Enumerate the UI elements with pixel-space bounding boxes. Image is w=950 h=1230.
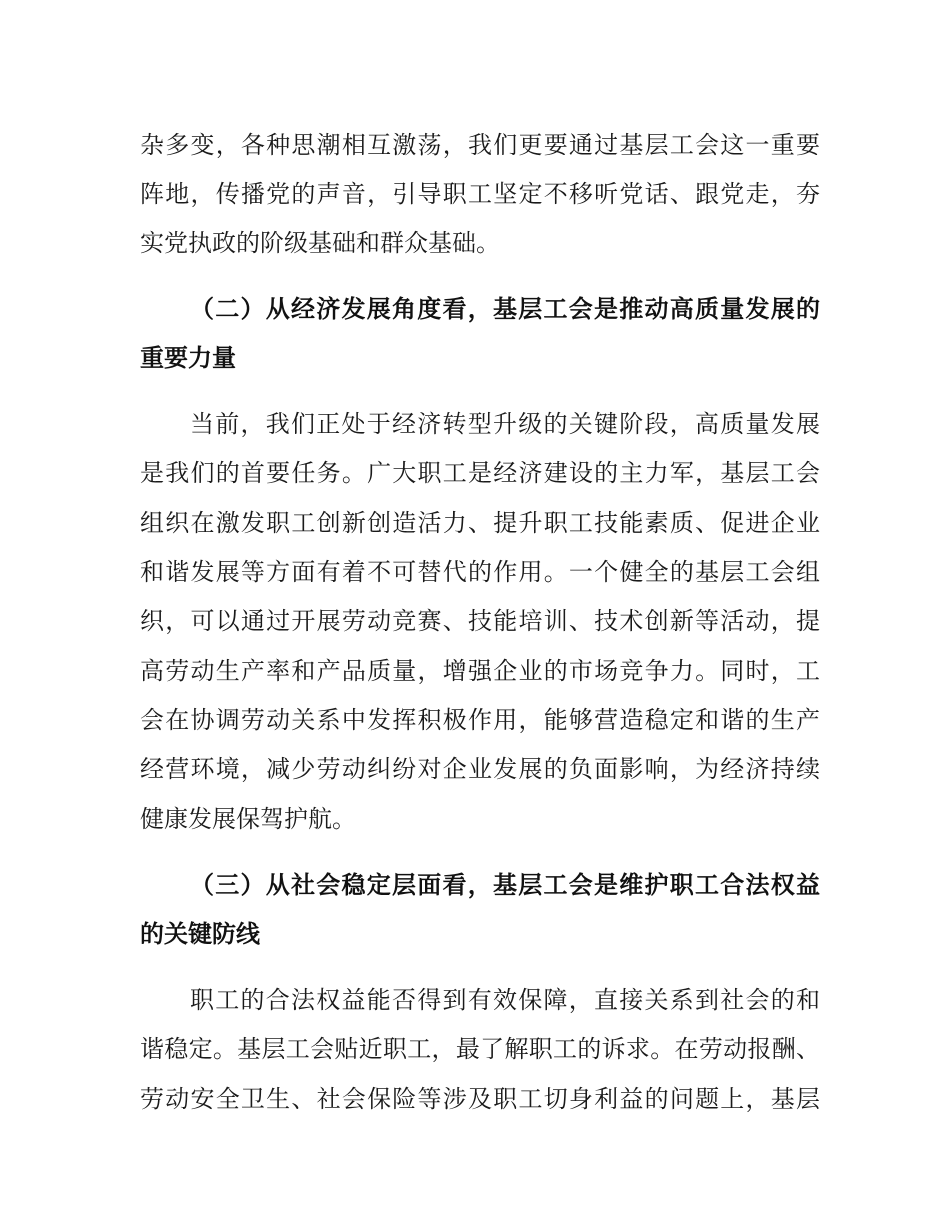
section-3-body-line-2: 谐稳定。基层工会贴近职工，最了解职工的诉求。在劳动报酬、 [140,1035,820,1063]
intro-line-2: 阵地，传播党的声音，引导职工坚定不移听党话、跟党走，夯 [140,180,820,208]
section-2-body-line-7: 会在协调劳动关系中发挥积极作用，能够营造稳定和谐的生产 [140,706,820,734]
section-3-heading-line-2: 的关键防线 [140,920,260,948]
section-2-body-line-6: 高劳动生产率和产品质量，增强企业的市场竞争力。同时，工 [140,657,820,685]
section-2-heading-line-2: 重要力量 [140,344,236,372]
section-2-heading-line-1: （二）从经济发展角度看，基层工会是推动高质量发展的 [190,295,820,323]
section-3-body-line-1: 职工的合法权益能否得到有效保障，直接关系到社会的和 [190,986,820,1014]
section-2-body-line-4: 和谐发展等方面有着不可替代的作用。一个健全的基层工会组 [140,558,820,586]
section-3-body-line-3: 劳动安全卫生、社会保险等涉及职工切身利益的问题上，基层 [140,1085,820,1113]
section-3-heading-line-1: （三）从社会稳定层面看，基层工会是维护职工合法权益 [190,871,820,899]
section-2-body-line-3: 组织在激发职工创新创造活力、提升职工技能素质、促进企业 [140,509,820,537]
intro-line-3: 实党执政的阶级基础和群众基础。 [140,229,500,257]
section-2-body-line-8: 经营环境，减少劳动纠纷对企业发展的负面影响，为经济持续 [140,755,820,783]
section-2-body-line-1: 当前，我们正处于经济转型升级的关键阶段，高质量发展 [190,410,820,438]
section-2-body-line-9: 健康发展保驾护航。 [140,805,356,833]
section-2-body-line-5: 织，可以通过开展劳动竞赛、技能培训、技术创新等活动，提 [140,607,820,635]
intro-line-1: 杂多变，各种思潮相互激荡，我们更要通过基层工会这一重要 [140,131,820,159]
section-2-body-line-2: 是我们的首要任务。广大职工是经济建设的主力军，基层工会 [140,459,820,487]
